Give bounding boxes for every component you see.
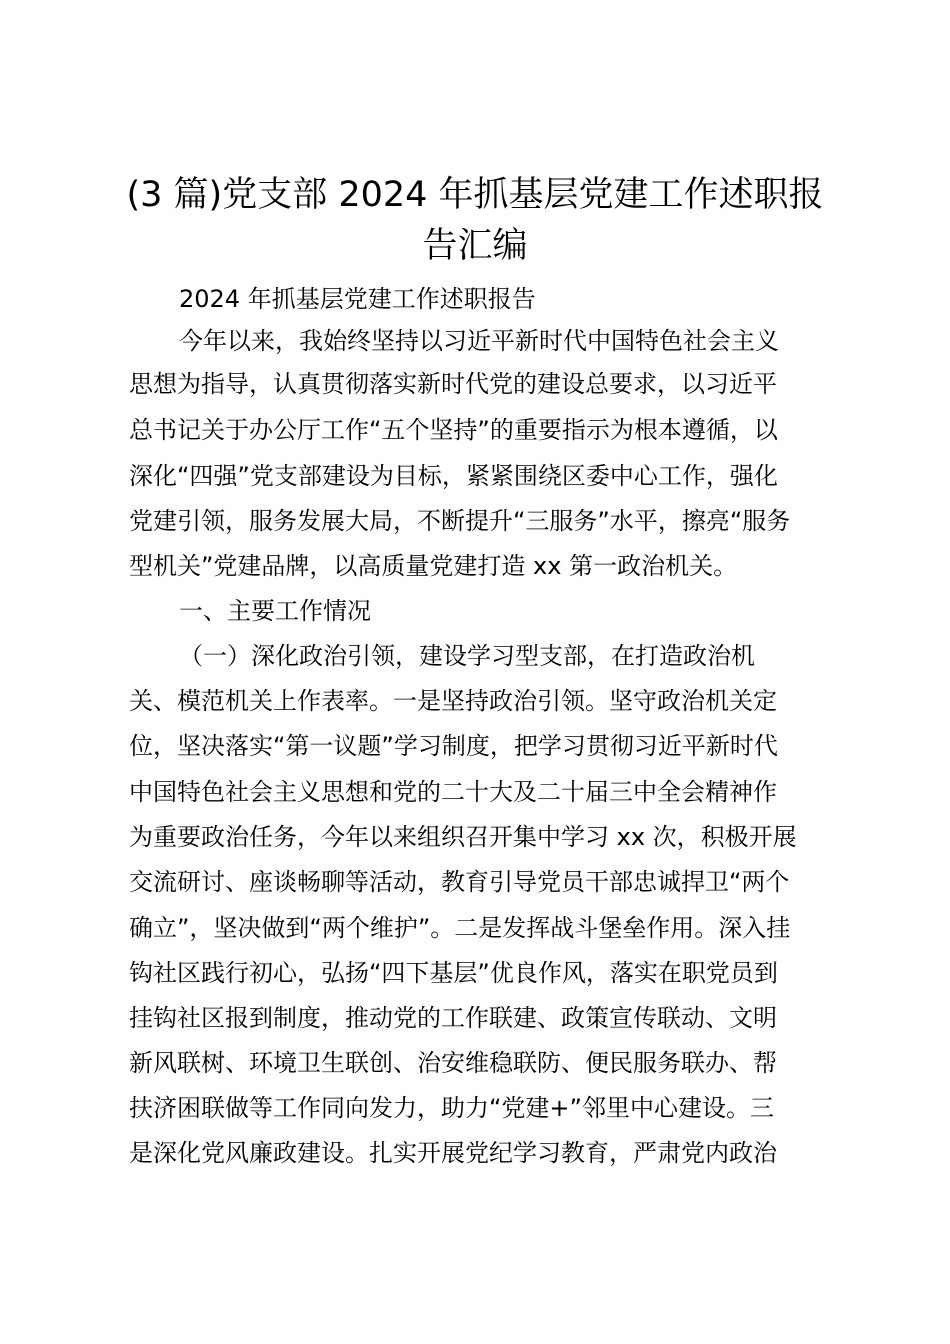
paragraph-line: 确立”，坚决做到“两个维护”。二是发挥战斗堡垒作用。深入挂 [129, 914, 791, 942]
document-title-line-1: (3 篇)党支部 2024 年抓基层党建工作述职报 [126, 175, 824, 215]
paragraph-line: 挂钩社区报到制度，推动党的工作联建、政策宣传联动、文明 [129, 1004, 777, 1032]
paragraph-line: 中国特色社会主义思想和党的二十大及二十届三中全会精神作 [129, 778, 777, 806]
paragraph-line: 总书记关于办公厅工作“五个坚持”的重要指示为根本遵循，以 [129, 416, 778, 444]
paragraph-line: （一）深化政治引领，建设学习型支部，在打造政治机 [179, 642, 755, 670]
document-title-line-2: 告汇编 [422, 226, 528, 266]
paragraph-line: 是深化党风廉政建设。扎实开展党纪学习教育，严肃党内政治 [129, 1139, 777, 1167]
paragraph-line: 深化“四强”党支部建设为目标，紧紧围绕区委中心工作，强化 [129, 462, 778, 490]
paragraph-line: 思想为指导，认真贯彻落实新时代党的建设总要求，以习近平 [129, 370, 777, 398]
paragraph-line: 钩社区践行初心，弘扬“四下基层”优良作风，落实在职党员到 [129, 959, 778, 987]
paragraph-line: 扶济困联做等工作同向发力，助力“党建+”邻里中心建设。三 [129, 1094, 774, 1122]
paragraph-line: 关、模范机关上作表率。一是坚持政治引领。坚守政治机关定 [129, 687, 777, 715]
paragraph-line: 为重要政治任务，今年以来组织召开集中学习 xx 次，积极开展 [129, 823, 797, 851]
paragraph-line: 今年以来，我始终坚持以习近平新时代中国特色社会主义 [179, 327, 779, 355]
paragraph-line: 交流研讨、座谈畅聊等活动，教育引导党员干部忠诚捍卫“两个 [129, 868, 790, 896]
paragraph-line: 型机关”党建品牌，以高质量党建打造 xx 第一政治机关。 [129, 552, 738, 580]
paragraph-line: 位，坚决落实“第一议题”学习制度，把学习贯彻习近平新时代 [129, 732, 778, 760]
paragraph-line: 党建引领，服务发展大局，不断提升“三服务”水平，擦亮“服务 [129, 507, 791, 535]
paragraph-line: 新风联树、环境卫生联创、治安维稳联防、便民服务联办、帮 [129, 1049, 777, 1077]
section-heading: 一、主要工作情况 [179, 597, 371, 625]
report-subtitle: 2024 年抓基层党建工作述职报告 [179, 285, 536, 313]
